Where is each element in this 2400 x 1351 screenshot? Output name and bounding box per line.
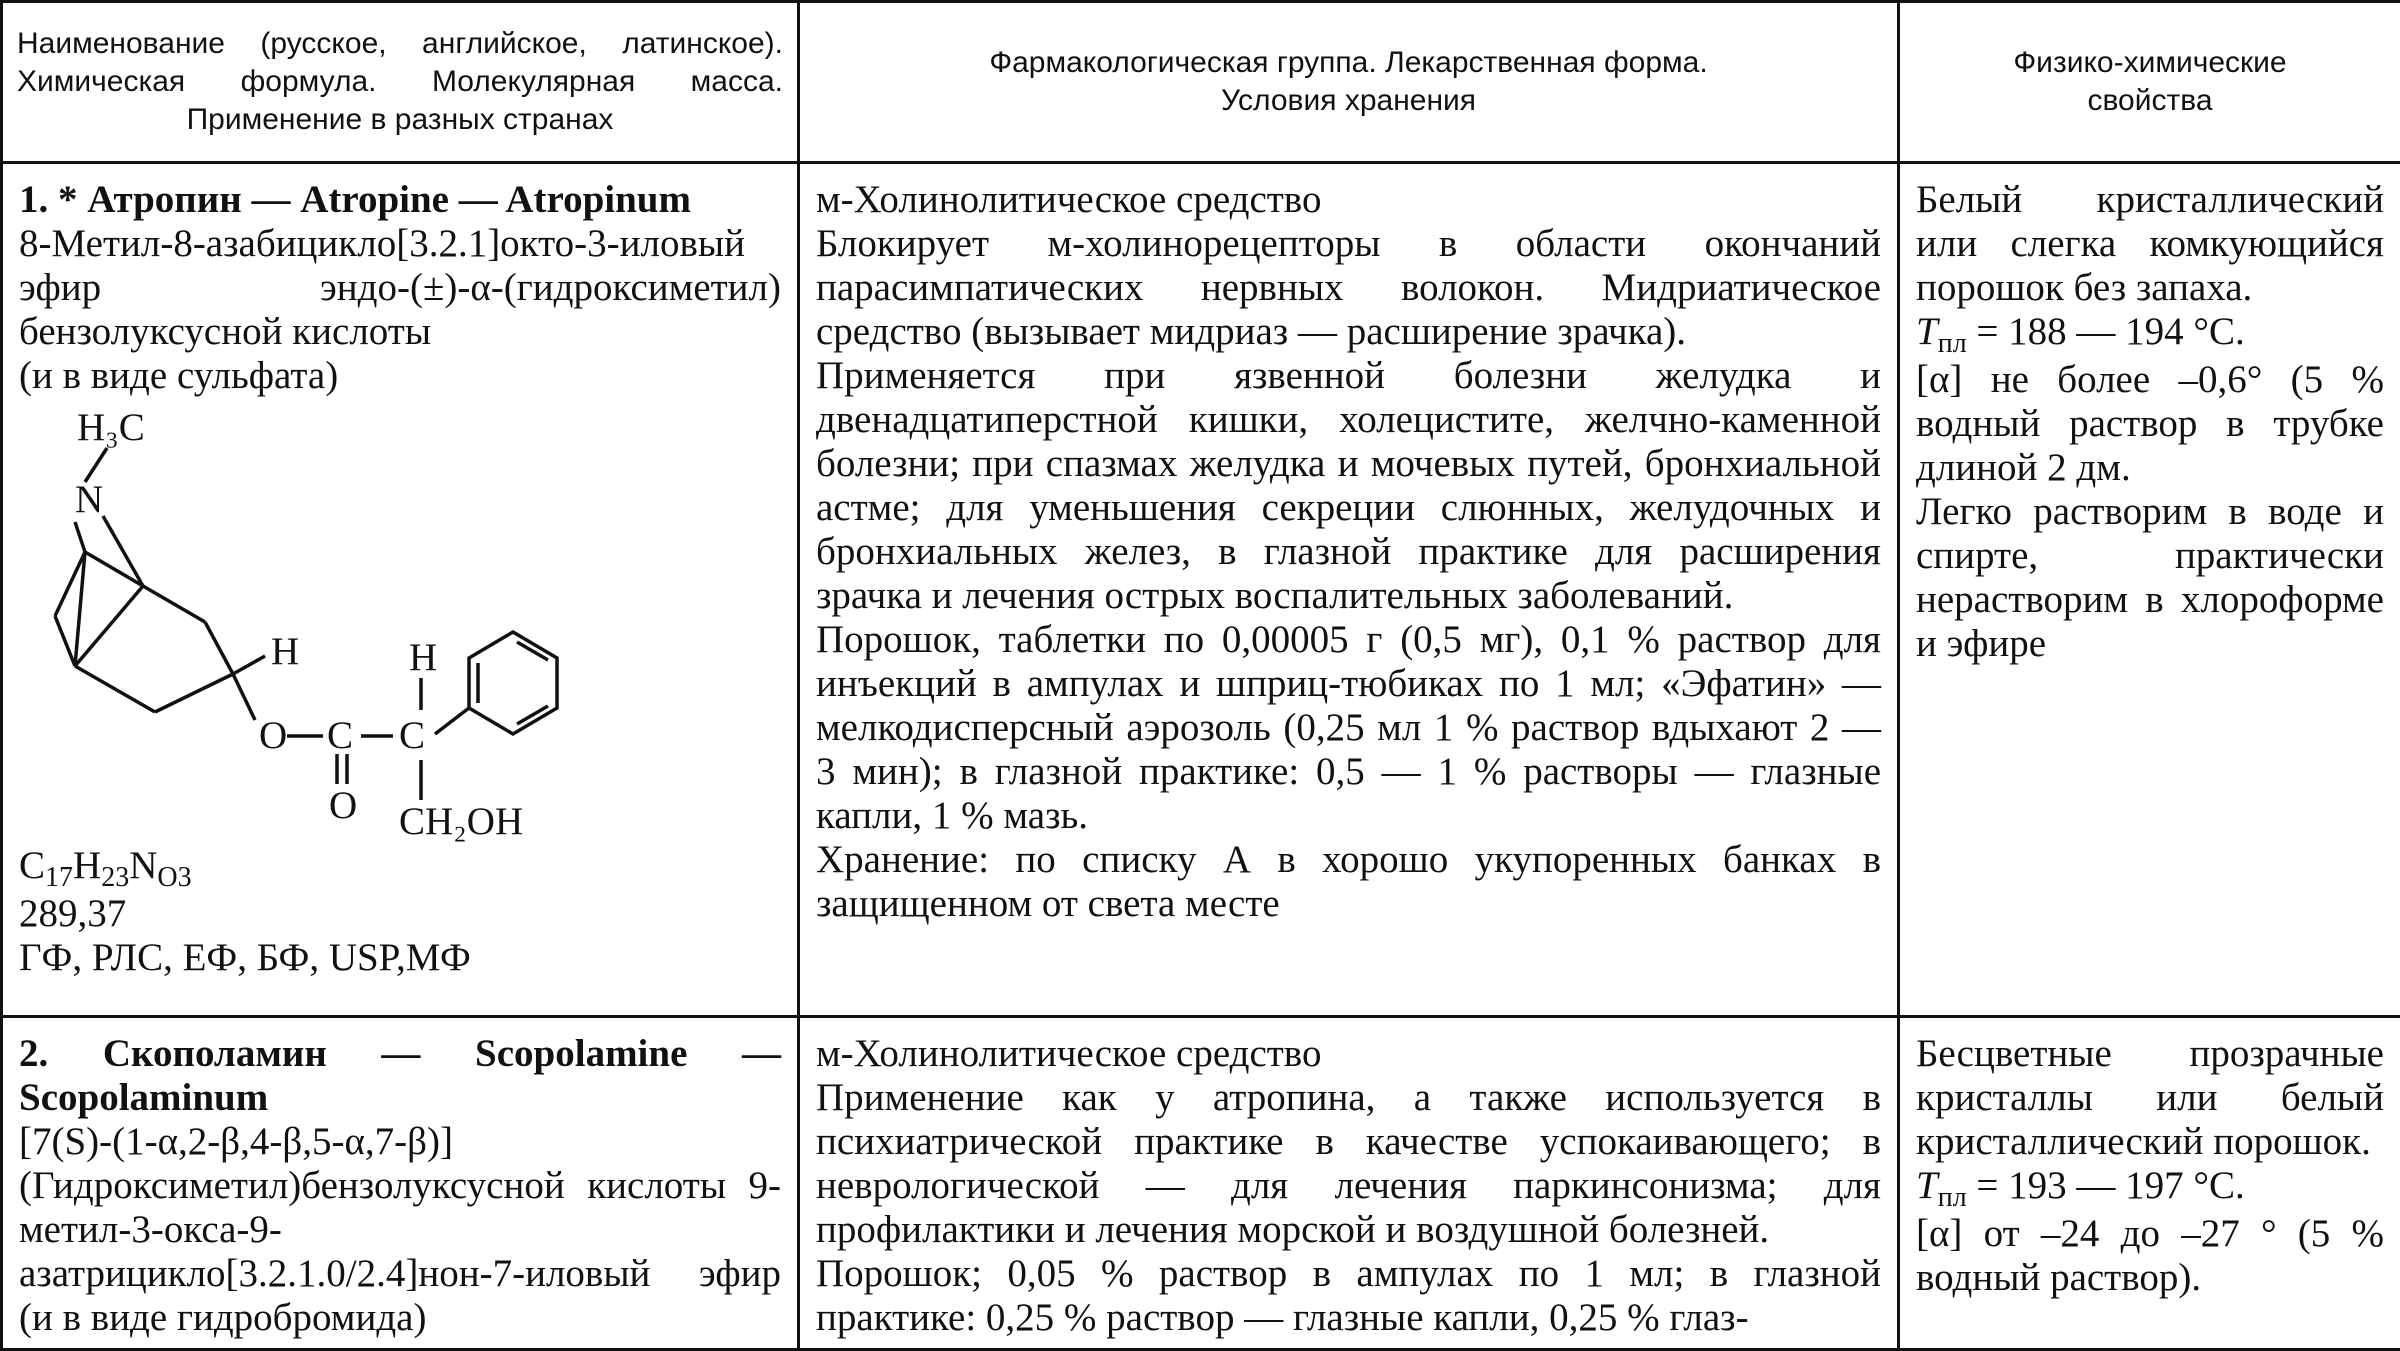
scopolamine-dosage-forms: Порошок; 0,05 % раствор в ампулах по 1 мл; в глазной практике: 0,25 % раствор — глазные капли, 0,25 % глаз- <box>816 1252 1881 1339</box>
atropine-pharmacopeias: ГФ, РЛС, ЕФ, БФ, USP,МФ <box>19 936 471 979</box>
scopolamine-group-cell <box>799 1017 1899 1350</box>
atropine-appearance: Белый кристаллический или слегка комкующийся порошок без запаха. <box>1916 178 2384 309</box>
atropine-dosage-forms: Порошок, таблетки по 0,00005 г (0,5 мг), 0,1 % раствор для инъекций в ампулах и шприц-тюбиках по 1 мл; «Эфатин» — мелкодисперсный аэрозоль (0,25 мл 1 % раствор вдыхают 2 — 3 мин); в глазной практике: 0,5 — 1 % растворы — глазные капли, 1 % мазь. <box>816 618 1881 837</box>
bond-calpha-phenyl <box>435 708 469 734</box>
header-col2-line1: Фармакологическая группа. Лекарственная форма. <box>989 46 1708 79</box>
atropine-melting-point <box>1916 310 2384 358</box>
formula-sub-h: 23 <box>101 862 130 893</box>
label-o2: O <box>329 784 358 827</box>
label-h2: H <box>409 636 438 679</box>
formula-n: N <box>129 844 158 887</box>
scopolamine-chemical-name: [7(S)-(1-α,2-β,4-β,5-α,7-β)] (Гидроксиметил)бензолуксусной кислоты 9-метил-3-окса-9-азатрицикло[3.2.1.0/2.4]нон-7-иловый эфир (и в виде гидробромида) <box>19 1120 781 1339</box>
bond-c2-c3 <box>155 674 233 712</box>
bond-methyl-n <box>85 448 107 482</box>
atropine-rotation: [α] не более –0,6° (5 % водный раствор в трубке длиной 2 дм. <box>1916 358 2384 489</box>
atropine-indications: Применяется при язвенной болезни желудка и двенадцатиперстной кишки, холецистите, желчно-каменной болезни; при спазмах желудка и мочевых путей, бронхиальной астме; для уменьшения секреции слюнных, желудочных и бронхиальных желез, в глазной практике для расширения зрачка и лечения острых воспалительных заболеваний. <box>816 354 1881 617</box>
formula-c: C <box>19 844 46 887</box>
melting-range: = 193 — 197 °С. <box>1966 1164 2245 1207</box>
formula-h: H <box>73 844 102 887</box>
melting-t: T <box>1916 310 1938 353</box>
scopolamine-group: м-Холинолитическое средство <box>816 1032 1322 1075</box>
melting-t: T <box>1916 1164 1938 1207</box>
scopolamine-indications: Применение как у атропина, а также используется в психиатрической практике в качестве успокаивающего; в неврологической — для лечения паркинсонизма; для профилактики и лечения морской и воздушной болезней. <box>816 1076 1881 1251</box>
header-col3-line2: свойства <box>2087 84 2213 117</box>
atropine-name-cell <box>2 163 799 1017</box>
bond-n-c1 <box>75 522 85 552</box>
bond-ring-a <box>55 616 75 666</box>
table-row-atropine <box>2 163 2400 1017</box>
atropine-structure-bonds <box>15 404 575 844</box>
formula-sub-n-o: O3 <box>157 862 192 893</box>
label-h1: H <box>271 630 300 673</box>
atropine-chemical-name: 8-Метил-8-азабицикло[3.2.1]окто-3-иловый эфир эндо-(±)-α-(гидроксиметил) бензолуксусной кислоты <box>19 222 781 353</box>
scopolamine-title: 2. Скополамин — Scopolamine — Scopolaminum <box>19 1032 781 1119</box>
atropine-group: м-Холинолитическое средство <box>816 178 1322 221</box>
label-n: N <box>75 478 104 521</box>
bond-c7-c2 <box>75 666 155 712</box>
header-col3-line1: Физико-химические <box>2013 46 2287 79</box>
label-h3c: H₃C <box>77 406 145 449</box>
header-name-column <box>2 2 799 163</box>
label-o1: O <box>259 714 288 757</box>
melting-range: = 188 — 194 °С. <box>1966 310 2245 353</box>
table-row-scopolamine <box>2 1017 2400 1350</box>
atropine-molecular-mass: 289,37 <box>19 892 127 935</box>
label-ch2oh: CH₂OH <box>399 800 524 843</box>
bond-c3-h <box>233 656 265 674</box>
phenyl-ring <box>469 632 557 734</box>
scopolamine-appearance: Бесцветные прозрачные кристаллы или белый кристаллический порошок. <box>1916 1032 2384 1163</box>
scopolamine-rotation: [α] от –24 до –27 ° (5 % водный раствор). <box>1916 1212 2384 1299</box>
scopolamine-melting-point <box>1916 1164 2384 1212</box>
atropine-group-cell <box>799 163 1899 1017</box>
atropine-structure-diagram <box>15 404 575 844</box>
atropine-solubility: Легко растворим в воде и спирте, практически нерастворим в хлороформе и эфире <box>1916 490 2384 665</box>
header-col1-text: Наименование (русское, английское, латинское). Химическая формула. Молекулярная масса. Применение в разных странах <box>17 27 783 136</box>
bond-c4-c3 <box>205 622 233 674</box>
scopolamine-properties-cell <box>1899 1017 2400 1350</box>
formula-sub-c: 17 <box>45 862 74 893</box>
header-row <box>2 2 2400 163</box>
melting-sub: пл <box>1937 1182 1967 1213</box>
header-properties-column <box>1899 2 2400 163</box>
header-col2-line2: Условия хранения <box>1220 84 1477 117</box>
atropine-molecular-formula <box>19 844 781 892</box>
scopolamine-name-cell <box>2 1017 799 1350</box>
atropine-action: Блокирует м-холинорецепторы в области окончаний парасимпатических нервных волокон. Мидриатическое средство (вызывает мидриаз — расширение зрачка). <box>816 222 1881 353</box>
bond-c3-o <box>233 674 255 720</box>
atropine-title: 1. * Атропин — Atropine — Atropinum <box>19 178 691 221</box>
bond-ring-c <box>75 586 143 666</box>
bond-c5-c4 <box>143 586 205 622</box>
label-c1: C <box>327 714 354 757</box>
header-group-column <box>799 2 1899 163</box>
atropine-properties-cell <box>1899 163 2400 1017</box>
melting-sub: пл <box>1937 328 1967 359</box>
label-c2: C <box>399 714 426 757</box>
atropine-storage: Хранение: по списку А в хорошо укупоренных банках в защищенном от света месте <box>816 838 1881 925</box>
atropine-salt-note: (и в виде сульфата) <box>19 354 339 397</box>
